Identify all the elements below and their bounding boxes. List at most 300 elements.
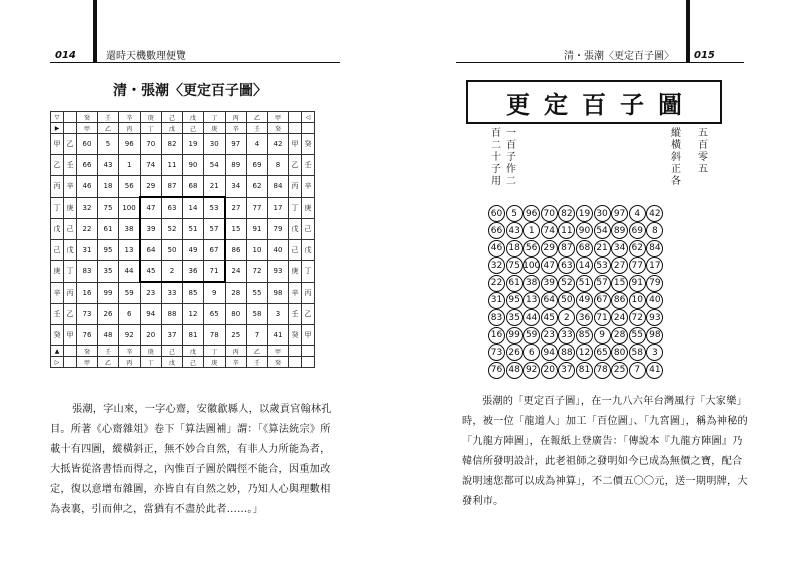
circle-row bbox=[488, 275, 664, 292]
grid-row-label: 辛 bbox=[51, 282, 64, 304]
circled-number: 32 bbox=[488, 257, 505, 274]
circled-number: 74 bbox=[541, 222, 558, 239]
circled-number: 47 bbox=[541, 257, 558, 274]
grid-row-label: 癸 bbox=[289, 325, 302, 346]
grid-cell: 39 bbox=[140, 219, 162, 240]
circle-row bbox=[488, 205, 664, 222]
grid-row-label: 丙 bbox=[302, 282, 315, 304]
circle-row bbox=[488, 222, 664, 239]
grid-corner bbox=[64, 112, 77, 123]
grid-cell: 19 bbox=[183, 134, 204, 155]
circled-number: 68 bbox=[576, 240, 593, 257]
grid-cell: 52 bbox=[162, 219, 183, 240]
grid-cell: 77 bbox=[247, 197, 268, 219]
grid-row-label: 甲 bbox=[64, 325, 77, 346]
circled-number: 14 bbox=[576, 257, 593, 274]
grid-cell: 46 bbox=[77, 176, 98, 198]
grid-cell: 11 bbox=[162, 155, 183, 176]
circled-number: 98 bbox=[646, 327, 663, 344]
grid-row bbox=[51, 134, 315, 155]
circled-number: 85 bbox=[576, 327, 593, 344]
grid-cell: 85 bbox=[183, 282, 204, 304]
grid-row-label: 庚 bbox=[64, 197, 77, 219]
grid-cell: 13 bbox=[119, 240, 141, 261]
circled-number: 39 bbox=[541, 275, 558, 292]
grid-row-label: 乙 bbox=[64, 134, 77, 155]
grid-row-label: 丙 bbox=[51, 176, 64, 198]
grid-header-cell: 庚 bbox=[204, 123, 226, 134]
grid-cell: 29 bbox=[140, 176, 162, 198]
grid-header-cell: 丁 bbox=[140, 123, 162, 134]
grid-cell: 20 bbox=[140, 325, 162, 346]
circled-number: 21 bbox=[594, 240, 611, 257]
circled-number: 24 bbox=[611, 309, 628, 326]
grid-row-label: 丁 bbox=[64, 261, 77, 283]
grid-row-label: 辛 bbox=[64, 176, 77, 198]
circled-number: 94 bbox=[541, 344, 558, 361]
circled-number: 45 bbox=[541, 309, 558, 326]
grid-header-cell: 辛 bbox=[225, 123, 247, 134]
grid-cell: 71 bbox=[204, 261, 226, 283]
circle-row bbox=[488, 327, 664, 344]
grid-cell: 63 bbox=[162, 197, 183, 219]
grid-cell: 10 bbox=[247, 240, 268, 261]
grid-cell: 76 bbox=[77, 325, 98, 346]
grid-row bbox=[51, 197, 315, 219]
grid-cell: 31 bbox=[77, 240, 98, 261]
grid-cell: 33 bbox=[162, 282, 183, 304]
grid-cell: 45 bbox=[140, 261, 162, 283]
circled-number: 19 bbox=[576, 205, 593, 222]
circled-number: 26 bbox=[506, 344, 523, 361]
grid-row-label: 癸 bbox=[51, 325, 64, 346]
circled-number: 50 bbox=[558, 292, 575, 309]
grid-corner bbox=[64, 123, 77, 134]
grid-cell: 62 bbox=[247, 176, 268, 198]
grid-corner bbox=[289, 123, 302, 134]
grid-header-cell: 甲 bbox=[77, 123, 98, 134]
grid-header-cell: 乙 bbox=[247, 346, 268, 357]
grid-cell: 80 bbox=[225, 304, 247, 325]
grid-cell: 37 bbox=[162, 325, 183, 346]
grid-cell: 2 bbox=[162, 261, 183, 283]
vertical-text-2: 縱橫斜正各 bbox=[671, 128, 681, 187]
grid-cell: 56 bbox=[119, 176, 141, 198]
grid-cell: 57 bbox=[204, 219, 226, 240]
circled-number: 59 bbox=[523, 327, 540, 344]
grid-cell: 88 bbox=[162, 304, 183, 325]
grid-cell: 98 bbox=[268, 282, 289, 304]
grid-corner bbox=[64, 346, 77, 357]
circled-number: 56 bbox=[523, 240, 540, 257]
circle-row bbox=[488, 344, 664, 361]
circled-number: 29 bbox=[541, 240, 558, 257]
grid-corner bbox=[302, 123, 315, 134]
right-spine-line bbox=[686, 0, 690, 62]
grid-cell: 78 bbox=[204, 325, 226, 346]
grid-corner: ▽ bbox=[51, 112, 64, 123]
grid-cell: 40 bbox=[268, 240, 289, 261]
circled-number-grid bbox=[488, 205, 664, 379]
circled-number: 25 bbox=[611, 362, 628, 379]
circled-number: 2 bbox=[558, 309, 575, 326]
circled-number: 62 bbox=[629, 240, 646, 257]
grid-top-sub-row bbox=[51, 123, 315, 134]
grid-header-cell: 己 bbox=[162, 346, 183, 357]
right-running-title: 清・張潮〈更定百子圖〉 bbox=[564, 51, 674, 62]
circled-number: 7 bbox=[629, 362, 646, 379]
circled-number: 76 bbox=[488, 362, 505, 379]
grid-cell: 54 bbox=[204, 155, 226, 176]
grid-cell: 25 bbox=[225, 325, 247, 346]
circled-number: 75 bbox=[506, 257, 523, 274]
circled-number: 67 bbox=[594, 292, 611, 309]
grid-cell: 99 bbox=[98, 282, 119, 304]
circled-number: 1 bbox=[523, 222, 540, 239]
grid-cell: 79 bbox=[268, 219, 289, 240]
circled-number: 30 bbox=[594, 205, 611, 222]
grid-cell: 26 bbox=[98, 304, 119, 325]
banner-title-box bbox=[466, 80, 722, 124]
grid-row-label: 戊 bbox=[51, 219, 64, 240]
left-page-number: 014 bbox=[55, 50, 76, 61]
circled-number: 55 bbox=[629, 327, 646, 344]
circled-number: 11 bbox=[558, 222, 575, 239]
circled-number: 41 bbox=[646, 362, 663, 379]
circled-number: 34 bbox=[611, 240, 628, 257]
right-page-number: 015 bbox=[694, 50, 715, 61]
grid-header-cell: 己 bbox=[183, 357, 204, 368]
grid-row-label: 辛 bbox=[289, 282, 302, 304]
grid-cell: 96 bbox=[119, 134, 141, 155]
grid-cell: 7 bbox=[247, 325, 268, 346]
circle-row bbox=[488, 257, 664, 274]
circled-number: 52 bbox=[558, 275, 575, 292]
grid-header-cell: 戊 bbox=[162, 123, 183, 134]
circled-number: 4 bbox=[629, 205, 646, 222]
grid-cell: 73 bbox=[77, 304, 98, 325]
grid-header-cell: 壬 bbox=[98, 112, 119, 123]
grid-cell: 87 bbox=[162, 176, 183, 198]
grid-row-label: 癸 bbox=[302, 134, 315, 155]
grid-row-label: 庚 bbox=[289, 261, 302, 283]
grid-cell: 8 bbox=[268, 155, 289, 176]
circled-number: 23 bbox=[541, 327, 558, 344]
vertical-text-3: 一百子作二 bbox=[506, 128, 516, 187]
grid-cell: 82 bbox=[162, 134, 183, 155]
grid-cell: 44 bbox=[119, 261, 141, 283]
grid-cell: 86 bbox=[225, 240, 247, 261]
circled-number: 57 bbox=[594, 275, 611, 292]
circled-number: 35 bbox=[506, 309, 523, 326]
grid-cell: 83 bbox=[77, 261, 98, 283]
grid-row-label: 戊 bbox=[64, 240, 77, 261]
circled-number: 20 bbox=[541, 362, 558, 379]
circled-number: 18 bbox=[506, 240, 523, 257]
grid-cell: 27 bbox=[225, 197, 247, 219]
circled-number: 27 bbox=[611, 257, 628, 274]
circled-number: 17 bbox=[646, 257, 663, 274]
circled-number: 64 bbox=[541, 292, 558, 309]
grid-row-label: 丁 bbox=[302, 261, 315, 283]
grid-header-cell: 庚 bbox=[140, 112, 162, 123]
circled-number: 63 bbox=[558, 257, 575, 274]
grid-header-cell: 甲 bbox=[268, 112, 289, 123]
circled-number: 95 bbox=[506, 292, 523, 309]
grid-cell: 61 bbox=[98, 219, 119, 240]
grid-cell: 47 bbox=[140, 197, 162, 219]
circled-number: 88 bbox=[558, 344, 575, 361]
grid-cell: 17 bbox=[268, 197, 289, 219]
grid-cell: 90 bbox=[183, 155, 204, 176]
circled-number: 90 bbox=[576, 222, 593, 239]
left-header-rule bbox=[50, 62, 340, 63]
grid-cell: 24 bbox=[225, 261, 247, 283]
grid-cell: 50 bbox=[162, 240, 183, 261]
grid-cell: 75 bbox=[98, 197, 119, 219]
grid-cell: 49 bbox=[183, 240, 204, 261]
grid-header-cell: 戊 bbox=[162, 357, 183, 368]
grid-header-cell: 辛 bbox=[119, 346, 141, 357]
grid-header-cell: 甲 bbox=[77, 357, 98, 368]
circled-number: 83 bbox=[488, 309, 505, 326]
circled-number: 53 bbox=[594, 257, 611, 274]
circled-number: 6 bbox=[523, 344, 540, 361]
circled-number: 3 bbox=[646, 344, 663, 361]
grid-header-cell: 戊 bbox=[183, 112, 204, 123]
grid-corner bbox=[302, 357, 315, 368]
grid-corner: ▲ bbox=[51, 346, 64, 357]
circled-number: 92 bbox=[523, 362, 540, 379]
grid-cell: 41 bbox=[268, 325, 289, 346]
grid-cell: 14 bbox=[183, 197, 204, 219]
grid-row-label: 丁 bbox=[289, 197, 302, 219]
grid-cell: 74 bbox=[140, 155, 162, 176]
circled-number: 54 bbox=[594, 222, 611, 239]
circled-number: 60 bbox=[488, 205, 505, 222]
circled-number: 28 bbox=[611, 327, 628, 344]
circled-number: 79 bbox=[646, 275, 663, 292]
grid-row-label: 庚 bbox=[51, 261, 64, 283]
circled-number: 58 bbox=[629, 344, 646, 361]
grid-bottom-sub-row bbox=[51, 357, 315, 368]
circled-number: 77 bbox=[629, 257, 646, 274]
circled-number: 42 bbox=[646, 205, 663, 222]
grid-cell: 55 bbox=[247, 282, 268, 304]
left-running-title: 還時天機數理便覽 bbox=[106, 51, 186, 62]
circle-row bbox=[488, 240, 664, 257]
grid-cell: 6 bbox=[119, 304, 141, 325]
grid-header-cell: 乙 bbox=[98, 357, 119, 368]
circled-number: 12 bbox=[576, 344, 593, 361]
grid-cell: 12 bbox=[183, 304, 204, 325]
grid-cell: 81 bbox=[183, 325, 204, 346]
vertical-text-1: 五百零五 bbox=[698, 128, 708, 175]
circled-number: 40 bbox=[646, 292, 663, 309]
grid-cell: 30 bbox=[204, 134, 226, 155]
grid-cell: 72 bbox=[247, 261, 268, 283]
grid-header-cell: 庚 bbox=[140, 346, 162, 357]
grid-header-cell: 丙 bbox=[225, 112, 247, 123]
circled-number: 49 bbox=[576, 292, 593, 309]
left-section-title: 清・張潮〈更定百子圖〉 bbox=[113, 83, 267, 99]
grid-row-label: 己 bbox=[302, 219, 315, 240]
grid-cell: 9 bbox=[204, 282, 226, 304]
grid-cell: 93 bbox=[268, 261, 289, 283]
grid-cell: 28 bbox=[225, 282, 247, 304]
circled-number: 73 bbox=[488, 344, 505, 361]
grid-header-cell: 庚 bbox=[204, 357, 226, 368]
grid-header-cell: 戊 bbox=[183, 346, 204, 357]
grid-corner bbox=[289, 357, 302, 368]
grid-row-label: 戊 bbox=[302, 240, 315, 261]
grid-cell: 100 bbox=[119, 197, 141, 219]
left-spine-line bbox=[93, 0, 97, 62]
grid-cell: 58 bbox=[247, 304, 268, 325]
grid-corner: ◁ bbox=[302, 112, 315, 123]
circled-number: 86 bbox=[611, 292, 628, 309]
circled-number: 5 bbox=[506, 205, 523, 222]
grid-corner: ▶ bbox=[51, 123, 64, 134]
grid-cell: 59 bbox=[119, 282, 141, 304]
grid-row-label: 甲 bbox=[51, 134, 64, 155]
circled-number: 80 bbox=[611, 344, 628, 361]
grid-header-cell: 丙 bbox=[119, 123, 141, 134]
circled-number: 9 bbox=[594, 327, 611, 344]
grid-cell: 70 bbox=[140, 134, 162, 155]
grid-cell: 43 bbox=[98, 155, 119, 176]
circled-number: 82 bbox=[558, 205, 575, 222]
grid-row-label: 乙 bbox=[64, 304, 77, 325]
grid-corner bbox=[64, 357, 77, 368]
circled-number: 51 bbox=[576, 275, 593, 292]
grid-cell: 95 bbox=[98, 240, 119, 261]
circled-number: 97 bbox=[611, 205, 628, 222]
circled-number: 78 bbox=[594, 362, 611, 379]
grid-cell: 94 bbox=[140, 304, 162, 325]
grid-row-label: 己 bbox=[51, 240, 64, 261]
grid-header-cell: 乙 bbox=[98, 123, 119, 134]
grid-row bbox=[51, 240, 315, 261]
circled-number: 81 bbox=[576, 362, 593, 379]
circled-number: 84 bbox=[646, 240, 663, 257]
right-paragraph: 張潮的「更定百子圖」，在一九八六年台灣風行「大家樂」時，被一位「龍道人」加工「百位圖」、「九宮圖」，稱為神秘的「九龍方陣圖」，在報紙上登廣告：「傳說本『九龍方陣圖』乃韓信所發明設計，此老祖師之發明如今已成為無價之寶，配合說明速您都可以成為神算」，不二價五〇〇元，送一期明牌，大發利市。 bbox=[462, 396, 748, 507]
grid-cell: 89 bbox=[225, 155, 247, 176]
circled-number: 96 bbox=[523, 205, 540, 222]
grid-cell: 84 bbox=[268, 176, 289, 198]
grid-cell: 16 bbox=[77, 282, 98, 304]
grid-header-cell: 辛 bbox=[119, 112, 141, 123]
circled-number: 31 bbox=[488, 292, 505, 309]
circle-row bbox=[488, 309, 664, 326]
left-paragraph: 張潮，字山來，一字心齋，安徽歙縣人，以歲貢官翰林孔目。所著《心齋雜俎》卷下「算法圖補」謂：「《算法統宗》所載十有四圖，縱橫斜正，無不妙合自然，有非人力所能為者，大抵皆從洛書悟而得之，內惟百子圖於隅徑不能合，因重加改定，復以意增布雜圖，亦皆自有自然之妙，乃知人心與理數相為表裏，引而伸之，當猶有不盡於此者……。」 bbox=[50, 404, 332, 515]
grid-cell: 35 bbox=[98, 261, 119, 283]
grid-header-cell: 己 bbox=[183, 123, 204, 134]
circle-row bbox=[488, 362, 664, 379]
grid-header-cell: 乙 bbox=[247, 112, 268, 123]
circled-number: 61 bbox=[506, 275, 523, 292]
grid-header-cell: 壬 bbox=[247, 123, 268, 134]
grid-header-cell: 癸 bbox=[268, 357, 289, 368]
grid-cell: 92 bbox=[119, 325, 141, 346]
circle-row bbox=[488, 292, 664, 309]
grid-row-label: 壬 bbox=[289, 304, 302, 325]
grid-row-label: 壬 bbox=[64, 155, 77, 176]
grid-cell: 68 bbox=[183, 176, 204, 198]
grid-top-header-row bbox=[51, 112, 315, 123]
grid-header-cell: 丁 bbox=[140, 357, 162, 368]
grid-cell: 18 bbox=[98, 176, 119, 198]
grid-row-label: 乙 bbox=[51, 155, 64, 176]
grid-row-label: 丙 bbox=[64, 282, 77, 304]
circled-number: 72 bbox=[629, 309, 646, 326]
grid-cell: 60 bbox=[77, 134, 98, 155]
grid-corner bbox=[302, 346, 315, 357]
grid-row-label: 壬 bbox=[302, 155, 315, 176]
circled-number: 91 bbox=[629, 275, 646, 292]
grid-cell: 4 bbox=[247, 134, 268, 155]
grid-corner: ▷ bbox=[51, 357, 64, 368]
circled-number: 71 bbox=[594, 309, 611, 326]
grid-row bbox=[51, 176, 315, 198]
grid-header-cell: 己 bbox=[162, 112, 183, 123]
grid-row-label: 乙 bbox=[289, 155, 302, 176]
grid-cell: 1 bbox=[119, 155, 141, 176]
grid-row bbox=[51, 325, 315, 346]
grid-row-label: 丙 bbox=[289, 176, 302, 198]
circled-number: 69 bbox=[629, 222, 646, 239]
circled-number: 89 bbox=[611, 222, 628, 239]
circled-number: 100 bbox=[523, 257, 540, 274]
grid-row-label: 庚 bbox=[302, 197, 315, 219]
circled-number: 70 bbox=[541, 205, 558, 222]
circled-number: 87 bbox=[558, 240, 575, 257]
grid-row-label: 己 bbox=[289, 240, 302, 261]
circled-number: 37 bbox=[558, 362, 575, 379]
grid-cell: 97 bbox=[225, 134, 247, 155]
grid-row bbox=[51, 282, 315, 304]
banner-title: 更定百子圖 bbox=[506, 90, 696, 119]
grid-cell: 21 bbox=[204, 176, 226, 198]
grid-cell: 64 bbox=[140, 240, 162, 261]
circled-number: 8 bbox=[646, 222, 663, 239]
grid-cell: 91 bbox=[247, 219, 268, 240]
grid-row-label: 甲 bbox=[302, 325, 315, 346]
grid-cell: 67 bbox=[204, 240, 226, 261]
circled-number: 44 bbox=[523, 309, 540, 326]
circled-number: 36 bbox=[576, 309, 593, 326]
grid-row-label: 己 bbox=[64, 219, 77, 240]
grid-header-cell: 癸 bbox=[77, 346, 98, 357]
grid-header-cell: 癸 bbox=[268, 123, 289, 134]
circled-number: 66 bbox=[488, 222, 505, 239]
grid-cell: 22 bbox=[77, 219, 98, 240]
grid-cell: 42 bbox=[268, 134, 289, 155]
circled-number: 15 bbox=[611, 275, 628, 292]
grid-header-cell: 辛 bbox=[225, 357, 247, 368]
grid-row-label: 乙 bbox=[302, 304, 315, 325]
grid-row-label: 丁 bbox=[51, 197, 64, 219]
grid-cell: 48 bbox=[98, 325, 119, 346]
grid-row-label: 壬 bbox=[51, 304, 64, 325]
circled-number: 43 bbox=[506, 222, 523, 239]
magic-square-table bbox=[50, 111, 315, 368]
circled-number: 48 bbox=[506, 362, 523, 379]
grid-row bbox=[51, 304, 315, 325]
grid-cell: 66 bbox=[77, 155, 98, 176]
circled-number: 13 bbox=[523, 292, 540, 309]
grid-header-cell: 壬 bbox=[98, 346, 119, 357]
